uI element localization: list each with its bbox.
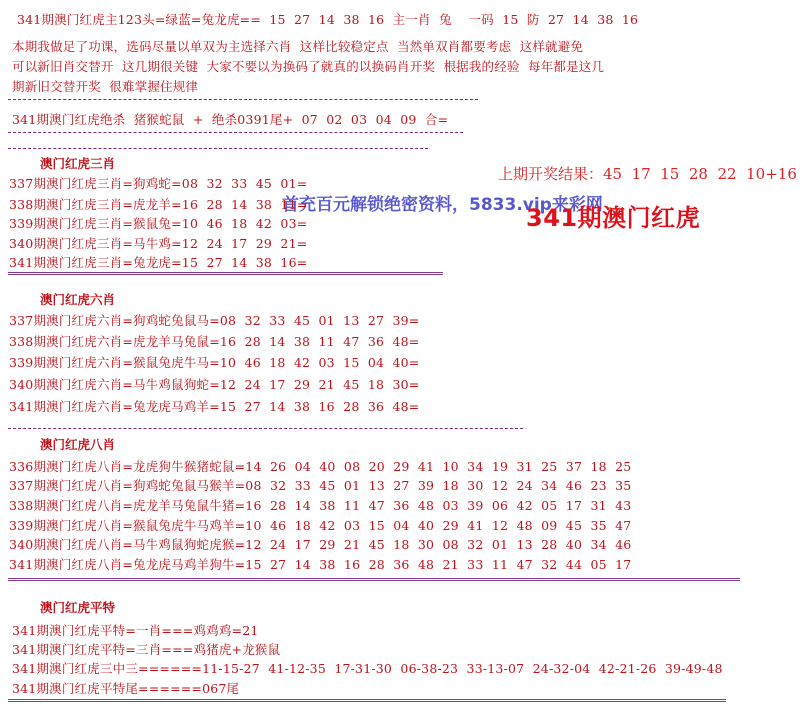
- intro-line: 本期我做足了功课，选码尽量以单双为主选择六肖 这样比较稳定点 当然单双肖都要考虑 这样就避免: [12, 39, 584, 54]
- header-line: 341期澳门红虎主123头=绿蓝=兔龙虎== 15 27 14 38 16 主一肖 兔 一码 15 防 27 14 38 16: [17, 12, 639, 27]
- six-row: 338期澳门红虎六肖=虎龙羊马兔鼠=16 28 14 38 11 47 36 48=: [9, 334, 420, 349]
- intro-line: 期新旧交替开奖 很难掌握住规律: [12, 79, 199, 94]
- six-row: 337期澳门红虎六肖=狗鸡蛇兔鼠马=08 32 33 45 01 13 27 39=: [9, 313, 420, 328]
- divider: [8, 132, 463, 133]
- flat-row: 341期澳门红虎三中三======11-15-27 41-12-35 17-31-30 06-38-23 33-13-07 24-32-04 42-21-26 39-49-48: [12, 661, 723, 676]
- six-row: 341期澳门红虎六肖=兔龙虎马鸡羊=15 27 14 38 16 28 36 48=: [9, 399, 420, 414]
- divider: [8, 99, 478, 100]
- flat-row: 341期澳门红虎平特=一肖===鸡鸡鸡=21: [12, 623, 259, 638]
- section-title-six: 澳门红虎六肖: [40, 292, 116, 307]
- three-row: 341期澳门红虎三肖=兔龙虎=15 27 14 38 16=: [9, 255, 308, 270]
- divider: [8, 272, 443, 275]
- three-row: 338期澳门红虎三肖=虎龙羊=16 28 14 38 11=: [9, 197, 308, 212]
- eight-row: 336期澳门红虎八肖=龙虎狗牛猴猪蛇鼠=14 26 04 40 08 20 29 41 10 34 19 31 25 37 18 25: [9, 459, 632, 474]
- eight-row: 337期澳门红虎八肖=狗鸡蛇兔鼠马猴羊=08 32 33 45 01 13 27 39 18 30 12 24 34 46 23 35: [9, 478, 632, 493]
- divider: [8, 578, 740, 581]
- divider: [8, 428, 523, 429]
- six-row: 340期澳门红虎六肖=马牛鸡鼠狗蛇=12 24 17 29 21 45 18 30=: [9, 377, 420, 392]
- issue-banner: 341期澳门红虎: [526, 204, 701, 232]
- flat-row: 341期澳门红虎平特尾======067尾: [12, 681, 240, 696]
- section-title-eight: 澳门红虎八肖: [40, 437, 116, 452]
- three-row: 339期澳门红虎三肖=猴鼠兔=10 46 18 42 03=: [9, 216, 308, 231]
- last-result: 上期开奖结果：45 17 15 28 22 10+16: [498, 165, 797, 183]
- eight-row: 339期澳门红虎八肖=猴鼠兔虎牛马鸡羊=10 46 18 42 03 15 04 40 29 41 12 48 09 45 35 47: [9, 518, 632, 533]
- divider: [8, 699, 726, 702]
- section-title-flat: 澳门红虎平特: [40, 600, 116, 615]
- kill-line: 341期澳门红虎绝杀 猪猴蛇鼠 + 绝杀0391尾+ 07 02 03 04 09 合=: [12, 112, 449, 127]
- flat-row: 341期澳门红虎平特=三肖===鸡猪虎+龙猴鼠: [12, 642, 281, 657]
- six-row: 339期澳门红虎六肖=猴鼠兔虎牛马=10 46 18 42 03 15 04 40=: [9, 355, 420, 370]
- three-row: 340期澳门红虎三肖=马牛鸡=12 24 17 29 21=: [9, 236, 308, 251]
- eight-row: 338期澳门红虎八肖=虎龙羊马兔鼠牛猪=16 28 14 38 11 47 36 48 03 39 06 42 05 17 31 43: [9, 498, 632, 513]
- eight-row: 341期澳门红虎八肖=兔龙虎马鸡羊狗牛=15 27 14 38 16 28 36 48 21 33 11 47 32 44 05 17: [9, 557, 632, 572]
- watermark-text: 首充百元解锁绝密资料，5833.vip来彩网: [282, 195, 603, 215]
- intro-line: 可以新旧肖交替开 这几期很关键 大家不要以为换码了就真的以换码肖开奖 根据我的经验 每年都是这几: [12, 59, 605, 74]
- three-row: 337期澳门红虎三肖=狗鸡蛇=08 32 33 45 01=: [9, 176, 308, 191]
- divider: [8, 148, 428, 149]
- section-title-three: 澳门红虎三肖: [40, 156, 116, 171]
- eight-row: 340期澳门红虎八肖=马牛鸡鼠狗蛇虎猴=12 24 17 29 21 45 18 30 08 32 01 13 28 40 34 46: [9, 537, 632, 552]
